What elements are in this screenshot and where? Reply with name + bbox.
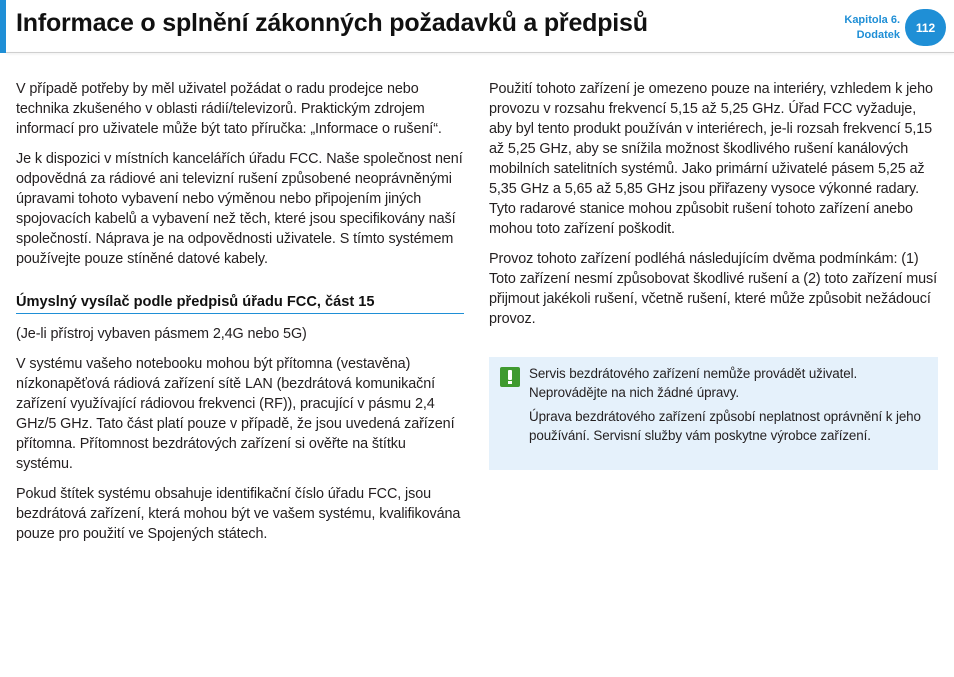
- header-divider: [6, 52, 954, 53]
- right-column: [489, 79, 941, 339]
- paragraph: Je k dispozici v místních kancelářích úřadu FCC. Naše společnost není odpovědná za rádiové ani televizní rušení způsobené neoprávněnými úpravami tohoto vybavení nebo výměnou nebo připojením jiných spojovacích kabelů a vybavení než těch, které jsou specifikovány naší společností. Náprava je na odpovědnosti uživatele. S tímto systémem používejte pouze stíněné datové kabely.: [16, 151, 463, 267]
- paragraph: Pokud štítek systému obsahuje identifikační číslo úřadu FCC, jsou bezdrátová zařízení, která mohou být ve vašem systému, kvalifikována pouze pro použití ve Spojených státech.: [16, 486, 461, 542]
- chapter-number: Kapitola 6.: [844, 14, 900, 26]
- left-column: [16, 79, 464, 554]
- paragraph: (Je-li přístroj vybaven pásmem 2,4G nebo 5G): [16, 326, 307, 342]
- exclamation-icon: [500, 367, 520, 387]
- caution-note-text: [529, 364, 929, 450]
- paragraph: Provoz tohoto zařízení podléhá následujícím dvěma podmínkám: (1) Toto zařízení nesmí způsobovat škodlivé rušení a (2) toto zařízení musí přijmout jakékoli rušení, včetně rušení, které může způsobit nežádoucí provoz.: [489, 251, 938, 327]
- caution-note-box: [489, 357, 938, 470]
- page-number-badge: 112: [905, 9, 946, 46]
- note-paragraph: Servis bezdrátového zařízení nemůže provádět uživatel. Neprovádějte na nich žádné úpravy.: [529, 366, 858, 400]
- note-paragraph: Úprava bezdrátového zařízení způsobí neplatnost oprávnění k jeho používání. Servisní služby vám poskytne výrobce zařízení.: [529, 409, 921, 443]
- paragraph: Použití tohoto zařízení je omezeno pouze na interiéry, vzhledem k jeho provozu v rozsahu frekvencí 5,15 až 5,25 GHz. Úřad FCC vyžaduje, aby byl tento produkt používán v interiérech, je-li rozsah frekvencí 5,15 až 5,25 GHz, aby se snížila možnost škodlivého rušení kanálových mobilních satelitních systémů. Jako primární uživatelé pásem 5,25 až 5,35 GHz a 5,65 až 5,85 GHz jsou přiřazeny vysoce výkonné radary. Tyto radarové stanice mohou způsobit rušení tohoto zařízení anebo mohou toto zařízení poškodit.: [489, 81, 933, 237]
- chapter-name: Dodatek: [856, 29, 900, 41]
- paragraph: V systému vašeho notebooku mohou být přítomna (vestavěna) nízkonapěťová rádiová zařízení sítě LAN (bezdrátová komunikační zařízení využívající rádiovou frekvenci (RF)), pracující v pásmu 2,4 GHz/5 GHz. Tato část platí pouze v případě, že jsou uvedená zařízení přítomna. Přítomnost bezdrátových zařízení si ověřte na štítku systému.: [16, 356, 455, 472]
- section-heading: Úmyslný vysílač podle předpisů úřadu FCC, část 15: [16, 294, 464, 314]
- paragraph: V případě potřeby by měl uživatel požádat o radu prodejce nebo technika zkušeného v oblasti rádií/televizorů. Praktickým zdrojem informací pro uživatele může být tato příručka: „Informace o rušení“.: [16, 81, 442, 137]
- header-accent-bar: [0, 0, 6, 53]
- chapter-label: [844, 13, 900, 43]
- page-title: Informace o splnění zákonných požadavků a předpisů: [16, 9, 648, 37]
